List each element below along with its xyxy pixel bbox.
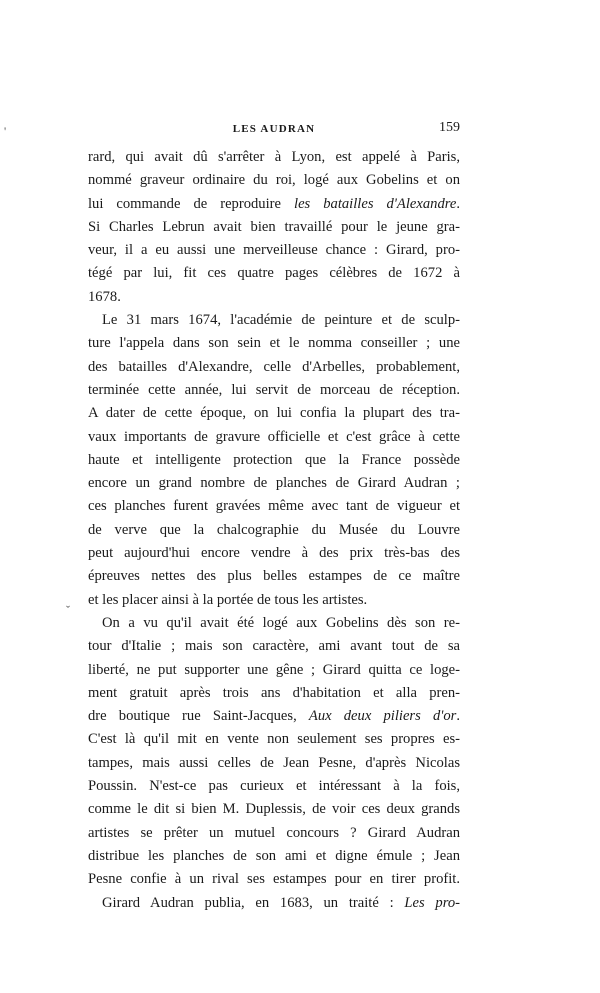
text-line: A dater de cette époque, on lui confia la plupart des tra- bbox=[88, 405, 460, 422]
text-line: rard, qui avait dû s'arrêter à Lyon, est appelé à Paris, bbox=[88, 149, 460, 165]
text-line: ces planches furent gravées même avec tant de vigueur et bbox=[88, 498, 460, 515]
text-line: nommé graveur ordinaire du roi, logé aux Gobelins et on bbox=[88, 172, 460, 189]
text-line: tampes, mais aussi celles de Jean Pesne, d'après Nicolas bbox=[88, 754, 460, 771]
text-line: tour d'Italie ; mais son caractère, ami avant tout de sa bbox=[88, 638, 460, 655]
text-line: et les placer ainsi à la portée de tous les artistes. bbox=[88, 591, 368, 608]
text-line: artistes se prêter un mutuel concours ? Girard Audran bbox=[88, 824, 460, 841]
text-line: 1678. bbox=[88, 288, 121, 305]
body-text bbox=[88, 146, 460, 915]
page-header bbox=[88, 120, 460, 140]
text-line: ture l'appela dans son sein et le nomma conseiller ; une bbox=[88, 335, 460, 352]
page-number: 159 bbox=[439, 120, 460, 135]
text-line: épreuves nettes des plus belles estampes de ce maître bbox=[88, 568, 460, 585]
running-title: LES AUDRAN bbox=[232, 123, 316, 135]
text-line: peut aujourd'hui encore vendre à des prix très-bas des bbox=[88, 545, 460, 562]
text-line: lui commande de reproduire les batailles d'Alexandre. bbox=[88, 195, 461, 212]
margin-speck: ' bbox=[4, 124, 7, 138]
margin-speck: ˇ bbox=[66, 603, 70, 617]
text-line: ment gratuit après trois ans d'habitation et alla pren- bbox=[88, 684, 460, 701]
text-line: distribue les planches de son ami et digne émule ; Jean bbox=[88, 847, 460, 864]
text-line: encore un grand nombre de planches de Girard Audran ; bbox=[88, 475, 460, 492]
text-line: haute et intelligente protection que la France possède bbox=[88, 451, 460, 468]
text-line: veur, il a eu aussi une merveilleuse chance : Girard, pro- bbox=[88, 242, 460, 259]
text-line: Le 31 mars 1674, l'académie de peinture et de sculp- bbox=[102, 312, 460, 329]
text-line: vaux importants de gravure officielle et c'est grâce à cette bbox=[88, 428, 460, 445]
text-line: Poussin. N'est-ce pas curieux et intéressant à la fois, bbox=[88, 778, 460, 795]
text-line: Si Charles Lebrun avait bien travaillé pour le jeune gra- bbox=[88, 218, 460, 235]
text-line: Girard Audran publia, en 1683, un traité : Les pro- bbox=[102, 894, 461, 911]
text-line: On a vu qu'il avait été logé aux Gobelins dès son re- bbox=[102, 614, 460, 631]
text-line: terminée cette année, lui servit de morceau de réception. bbox=[88, 381, 460, 398]
text-line: tégé par lui, fit ces quatre pages célèbres de 1672 à bbox=[88, 265, 460, 282]
text-line: de verve que la chalcographie du Musée du Louvre bbox=[88, 521, 460, 538]
text-line: Pesne confie à un rival ses estampes pour en tirer profit. bbox=[88, 871, 460, 888]
text-line: C'est là qu'il mit en vente non seulement ses propres es- bbox=[88, 731, 460, 748]
text-line: comme le dit si bien M. Duplessis, de voir ces deux grands bbox=[88, 801, 460, 818]
text-line: liberté, ne put supporter une gêne ; Girard quitta ce loge- bbox=[88, 661, 460, 678]
text-line: dre boutique rue Saint-Jacques, Aux deux piliers d'or. bbox=[88, 708, 460, 725]
text-line: des batailles d'Alexandre, celle d'Arbelles, probablement, bbox=[88, 358, 460, 375]
